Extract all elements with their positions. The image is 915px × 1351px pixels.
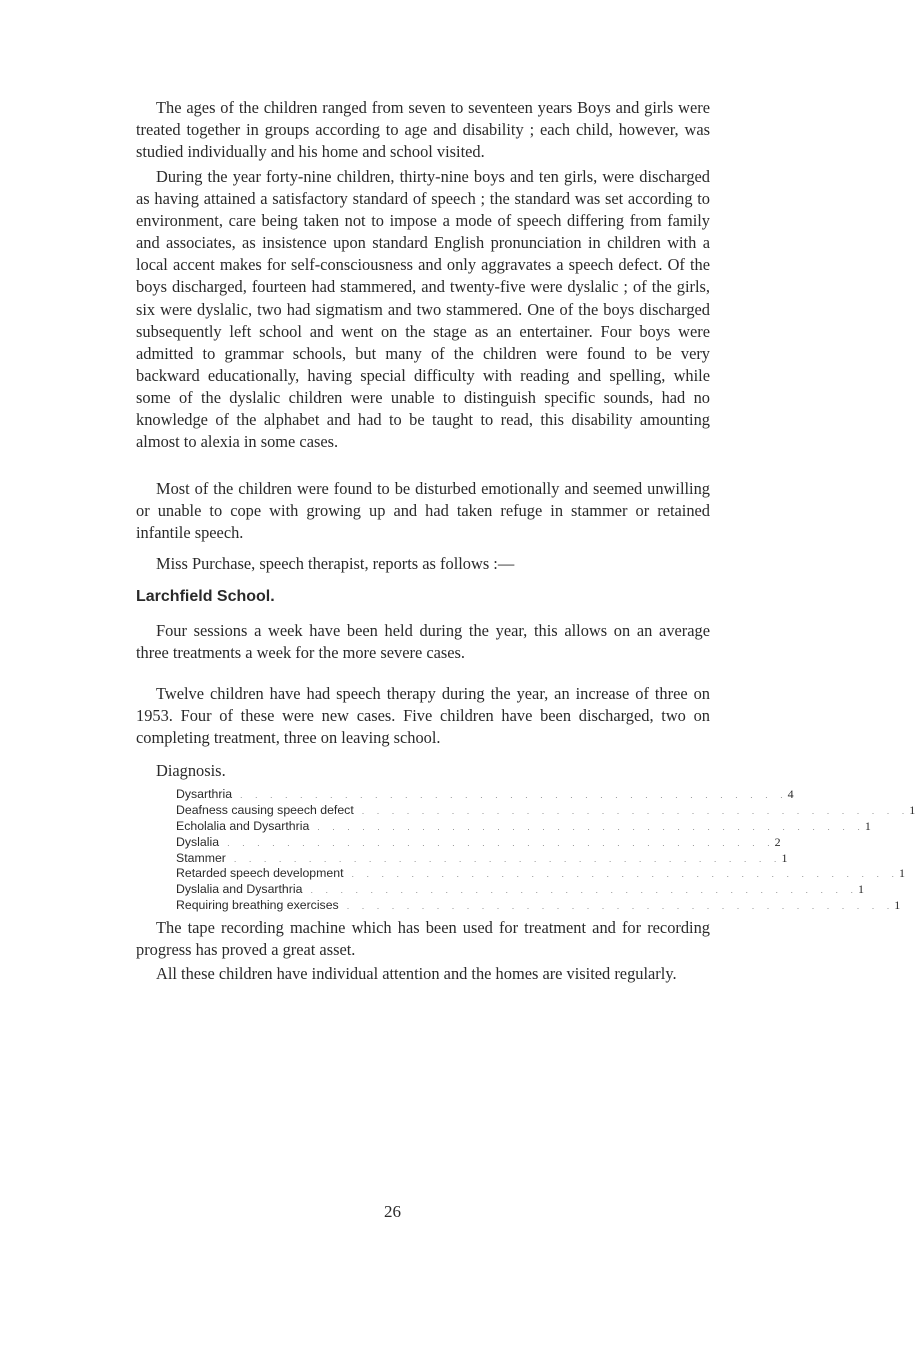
diagnosis-count: 1 (857, 882, 864, 897)
diagnosis-label: Retarded speech development (176, 866, 344, 881)
paragraph-discharged: During the year forty-nine children, thirty-nine boys and ten girls, were discharged as having attained a satisfactory standard of speech ; the standard was set according to environment, care being taken not to impose a mode of speech differing from family and associates, as insistence upon standard English pronunciation in children with a local accent makes for self-consciousness and only aggravates a speech defect. Of the boys discharged, fourteen had stammered, and twenty-five were dyslalic ; of the girls, six were dyslalic, two had sigmatism and two stammered. One of the boys discharged subsequently left school and went on the stage as an entertainer. Four boys were admitted to grammar schools, but many of the children were found to be very backward educationally, having special difficulty with reading and spelling, while some of the dyslalic children were unable to distinguish specific sounds, had no knowledge of the alphabet and had to be taught to read, this disability amounting almost to alexia in some cases. (136, 167, 710, 452)
dot-leader: . . . . . . . . . . . . . . . . . . . . . . . . . . . . . . . . . . . . . (310, 885, 858, 896)
diagnosis-row (176, 898, 901, 914)
paragraph-sessions: Four sessions a week have been held during the year, this allows on an average three treatments a week for the more severe cases. (136, 621, 710, 663)
diagnosis-label: Echolalia and Dysarthria (176, 818, 310, 833)
paragraph-tape: The tape recording machine which has been used for treatment and for recording progress has proved a great asset. (136, 918, 710, 960)
diagnosis-count: 1 (864, 818, 871, 833)
diagnosis-count: 1 (894, 898, 901, 913)
dot-leader: . . . . . . . . . . . . . . . . . . . . . . . . . . . . . . . . . . . . . (351, 869, 900, 880)
section-heading: Larchfield School. (136, 588, 275, 605)
dot-leader: . . . . . . . . . . . . . . . . . . . . . . . . . . . . . . . . . . . . . (240, 790, 788, 800)
paragraph-attention: All these children have individual attention and the homes are visited regularly. (156, 964, 677, 983)
diagnosis-table (176, 787, 915, 914)
diagnosis-row (176, 850, 788, 867)
diagnosis-count: 4 (787, 787, 794, 801)
dot-leader: . . . . . . . . . . . . . . . . . . . . . . . . . . . . . . . . . . . . . (227, 837, 775, 848)
page-number: 26 (384, 1202, 401, 1221)
diagnosis-row (176, 834, 781, 851)
diagnosis-count: 2 (774, 834, 781, 849)
diagnosis-label: Dyslalia and Dysarthria (176, 882, 303, 897)
paragraph-disturbed: Most of the children were found to be disturbed emotionally and seemed unwilling or unable to cope with growing up and had taken refuge in stammer or retained infantile speech. (136, 479, 710, 543)
dot-leader: . . . . . . . . . . . . . . . . . . . . . . . . . . . . . . . . . . . . . (317, 821, 865, 832)
diagnosis-count: 1 (899, 866, 906, 881)
dot-leader: . . . . . . . . . . . . . . . . . . . . . . . . . . . . . . . . . . . . . (233, 853, 782, 864)
diagnosis-label: Dyslalia (176, 834, 220, 849)
diagnosis-row (176, 882, 864, 898)
diagnosis-row (176, 866, 906, 882)
diagnosis-label: Deafness causing speech defect (176, 802, 354, 817)
paragraph-therapy: Twelve children have had speech therapy during the year, an increase of three on 1953. Four of these were new cases. Five children have been discharged, two on completing treatment, three on leaving school. (136, 684, 710, 748)
diagnosis-count: 1 (781, 850, 788, 865)
diagnosis-label: Dysarthria (176, 787, 233, 801)
diagnosis-row (176, 802, 915, 819)
diagnosis-row (176, 787, 794, 803)
diagnosis-row (176, 818, 871, 835)
paragraph-report-intro: Miss Purchase, speech therapist, reports as follows :— (156, 554, 515, 573)
dot-leader: . . . . . . . . . . . . . . . . . . . . . . . . . . . . . . . . . . . . . (346, 901, 895, 912)
paragraph-ages: The ages of the children ranged from seven to seventeen years Boys and girls were treated together in groups according to age and disability ; each child, however, was studied individually and his home and school visited. (136, 98, 710, 162)
diagnosis-label: Requiring breathing exercises (176, 898, 339, 913)
diagnosis-label: Stammer (176, 850, 226, 865)
diagnosis-title: Diagnosis. (156, 761, 226, 780)
diagnosis-count: 1 (909, 802, 915, 817)
dot-leader: . . . . . . . . . . . . . . . . . . . . . . . . . . . . . . . . . . . . . (361, 805, 910, 816)
